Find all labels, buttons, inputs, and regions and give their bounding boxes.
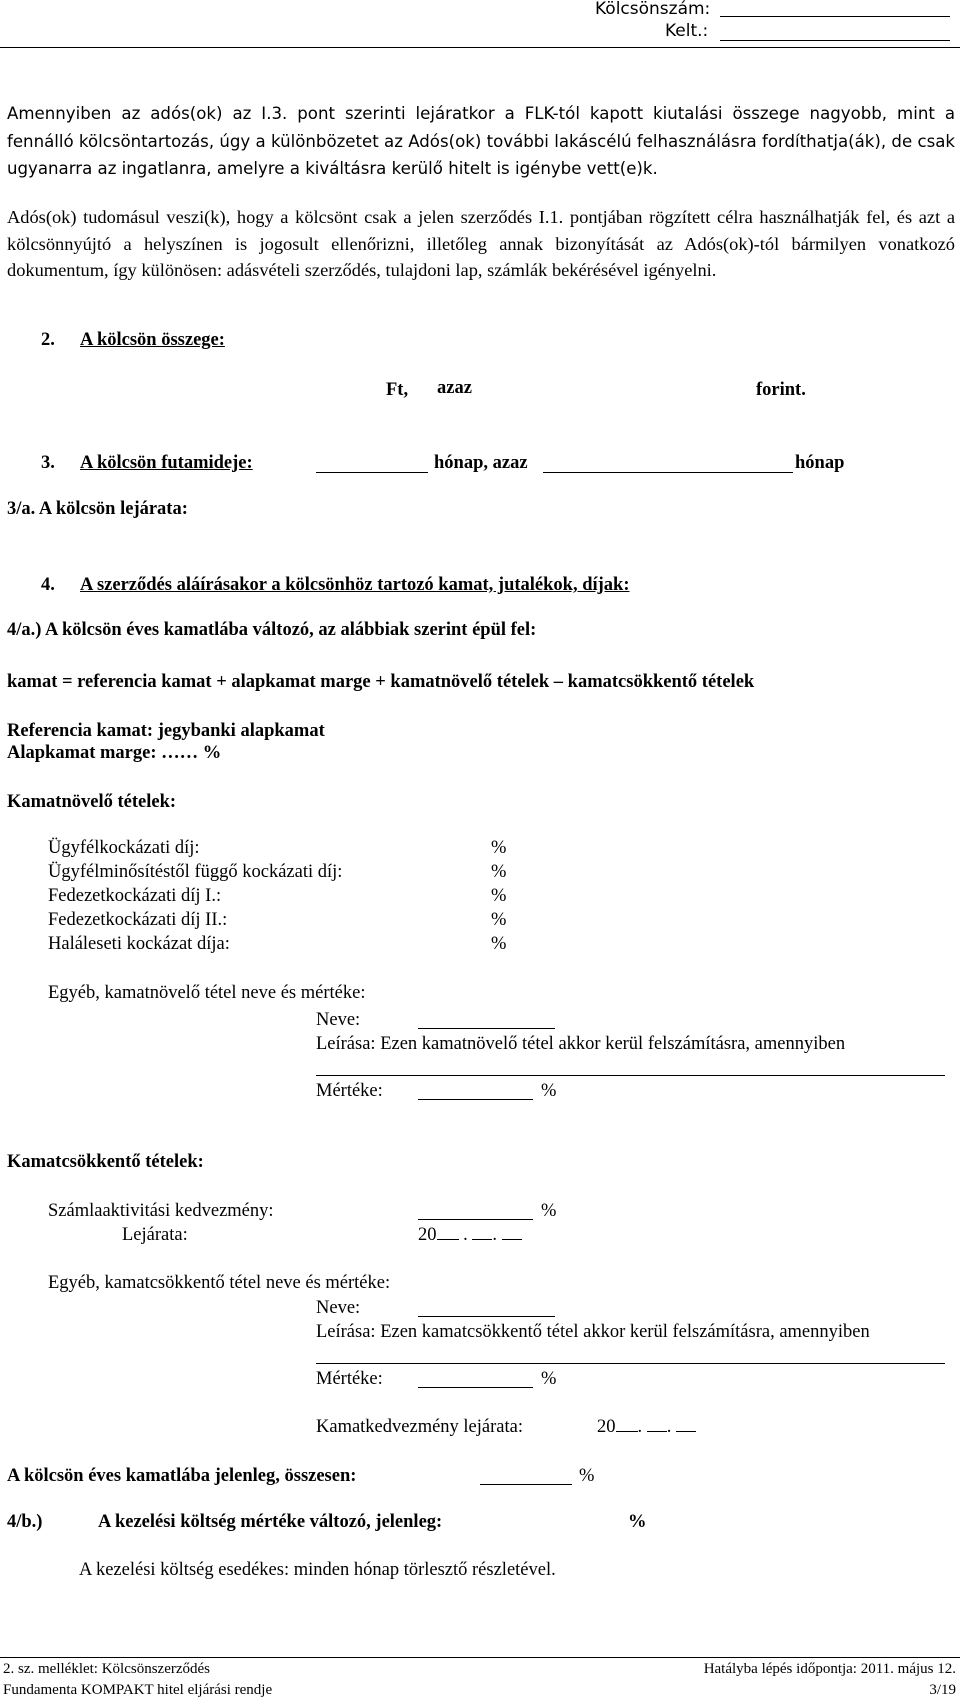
expiry-year-prefix: 20	[418, 1225, 437, 1245]
footer-right-1: Hatályba lépés időpontja: 2011. május 12.	[703, 1661, 956, 1677]
increase-item-unit: %	[491, 886, 507, 906]
section-4a-intro: 4/a.) A kölcsön éves kamatlába változó, az alábbiak szerint épül fel:	[7, 620, 537, 640]
section-4b-number: 4/b.)	[7, 1512, 43, 1532]
term-months-text: hónap, azaz	[434, 453, 528, 473]
increase-rate-label: Mértéke:	[316, 1081, 383, 1101]
increase-name-line	[418, 1028, 555, 1029]
section-4b-pct: %	[628, 1512, 647, 1532]
formula-part-a: kamat = referencia kamat + alapkamat marge + kamatnövelő tételek	[7, 672, 554, 692]
section-2-title: A kölcsön összege:	[80, 330, 225, 350]
account-expiry-label: Lejárata:	[122, 1225, 188, 1245]
intro-paragraph-2: Adós(ok) tudomásul veszi(k), hogy a kölcsönt csak a jelen szerződés I.1. pontjában rögzített célra használhatják fel, és azt a kölcsönnyújtó a helyszínen is jogosult ellenőrizni, illetőleg annak bizonyítását az Adós(ok)-tól bármilyen vonatkozó dokumentum, így különösen: adásvételi szerződés, tulajdoni lap, számlák bekérésével igényelni.	[7, 207, 955, 280]
increase-item-unit: %	[491, 934, 507, 954]
term-words-line	[543, 472, 793, 473]
loan-number-label: Kölcsönszám:	[595, 0, 711, 19]
increase-item-unit: %	[491, 910, 507, 930]
discount-expiry-label: Kamatkedvezmény lejárata:	[316, 1417, 523, 1437]
total-rate-line	[480, 1484, 572, 1485]
increase-item-label: Ügyfélminősítéstől függő kockázati díj:	[48, 862, 343, 882]
increase-item-label: Haláleseti kockázat díja:	[48, 934, 230, 954]
decrease-rate-pct: %	[541, 1369, 557, 1389]
increase-item-label: Fedezetkockázati díj II.:	[48, 910, 228, 930]
term-months-line	[316, 472, 428, 473]
decrease-name-label: Neve:	[316, 1298, 361, 1318]
term-months-text-2: hónap	[795, 453, 845, 473]
loan-number-line	[720, 16, 950, 17]
amount-forint: forint.	[756, 380, 806, 400]
footer-rule	[0, 1657, 960, 1658]
discount-expiry-date: 20 . .	[597, 1417, 696, 1437]
formula-dash: –	[553, 672, 564, 692]
date-line	[720, 40, 950, 41]
discount-year-prefix: 20	[597, 1417, 616, 1437]
intro-paragraph-1: Amennyiben az adós(ok) az I.3. pont szerinti lejáratkor a FLK-tól kapott kiutalási összege nagyobb, mint a fennálló kölcsöntartozás, úgy a különbözetet az Adós(ok) további lakáscélú felhasználásra fordíthatja(ák), de csak ugyanarra az ingatlanra, amelyre a kiváltásra kerülő hitelt is igénybe vett(e)k.	[7, 104, 955, 178]
management-fee-note: A kezelési költség esedékes: minden hónap törlesztő részletével.	[79, 1560, 556, 1580]
decrease-other-label: Egyéb, kamatcsökkentő tétel neve és mértéke:	[48, 1273, 391, 1293]
increase-description-line	[316, 1075, 945, 1076]
formula-part-b: kamatcsökkentő tételek	[563, 672, 755, 692]
footer-left-2: Fundamenta KOMPAKT hitel eljárási rendje	[3, 1682, 273, 1698]
base-margin: Alapkamat marge: …… %	[7, 743, 222, 763]
increase-item-label: Fedezetkockázati díj I.:	[48, 886, 222, 906]
increase-name-label: Neve:	[316, 1010, 361, 1030]
reference-rate: Referencia kamat: jegybanki alapkamat	[7, 721, 325, 741]
section-4-number: 4.	[41, 575, 55, 595]
increase-title: Kamatnövelő tételek:	[7, 792, 177, 812]
section-3-title: A kölcsön futamideje:	[80, 453, 253, 473]
increase-item-unit: %	[491, 862, 507, 882]
increase-item-label: Ügyfélkockázati díj:	[48, 838, 200, 858]
account-activity-label: Számlaaktivitási kedvezmény:	[48, 1201, 274, 1221]
decrease-rate-line	[418, 1387, 533, 1388]
account-activity-pct: %	[541, 1201, 557, 1221]
section-2-number: 2.	[41, 330, 55, 350]
increase-rate-pct: %	[541, 1081, 557, 1101]
footer-left-1: 2. sz. melléklet: Kölcsönszerződés	[3, 1661, 211, 1677]
section-3-number: 3.	[41, 453, 55, 473]
decrease-rate-label: Mértéke:	[316, 1369, 383, 1389]
increase-item-unit: %	[491, 838, 507, 858]
amount-ft: Ft,	[386, 380, 409, 400]
decrease-name-line	[418, 1316, 555, 1317]
footer-right-2: 3/19	[929, 1682, 956, 1698]
date-label: Kelt.:	[665, 21, 709, 41]
decrease-title: Kamatcsökkentő tételek:	[7, 1152, 204, 1172]
increase-description: Leírása: Ezen kamatnövelő tétel akkor kerül felszámításra, amennyiben	[316, 1034, 846, 1054]
section-4b-title: A kezelési költség mértéke változó, jelenleg:	[98, 1512, 443, 1532]
interest-formula	[7, 672, 754, 692]
section-4-title: A szerződés aláírásakor a kölcsönhöz tartozó kamat, jutalékok, díjak:	[80, 575, 630, 595]
decrease-description: Leírása: Ezen kamatcsökkentő tétel akkor kerül felszámításra, amennyiben	[316, 1322, 870, 1342]
total-rate-pct: %	[579, 1466, 595, 1486]
increase-rate-line	[418, 1099, 533, 1100]
account-expiry-date: 20 . .	[418, 1225, 522, 1245]
section-3a-title: 3/a. A kölcsön lejárata:	[7, 499, 188, 519]
header-rule	[0, 47, 960, 48]
account-activity-line	[418, 1219, 533, 1220]
decrease-description-line	[316, 1363, 945, 1364]
amount-azaz: azaz	[437, 378, 472, 398]
increase-other-label: Egyéb, kamatnövelő tétel neve és mértéke:	[48, 983, 366, 1003]
total-rate-label: A kölcsön éves kamatlába jelenleg, összesen:	[7, 1466, 357, 1486]
